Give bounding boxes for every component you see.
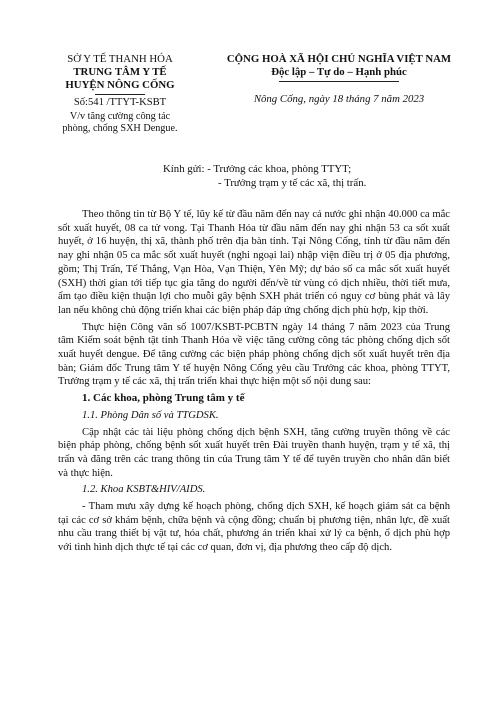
section-heading-1: 1. Các khoa, phòng Trung tâm y tế [82, 392, 245, 405]
document-date: Nông Cống, ngày 18 tháng 7 năm 2023 [253, 93, 425, 105]
agency-underline [95, 94, 145, 95]
motto-underline [279, 81, 399, 82]
national-motto: Độc lập – Tự do – Hạnh phúc [271, 66, 407, 78]
letter-body [58, 208, 450, 555]
paragraph-context: Theo thông tin từ Bộ Y tế, lũy kế từ đầu năm đến nay cả nước ghi nhận 40.000 ca mắc sốt xuất huyết, 08 ca tử vong. Tại Thanh Hóa từ đầu năm đến nay ghi nhận 53 ca sốt xuất huyết, ở 16 huyện, thị xã, thành phố trên địa bàn tỉnh. Tại Nông Cống, tính từ đầu năm đến nay ghi nhận 05 ca mắc sốt xuất huyết (nghi ngoại lai) nhập viện điều trị ở 05 địa phương, gồm; Thị Trấn, Tế Thắng, Vạn Hòa, Vạn Thiện, Yên Mỹ; dự báo số ca mắc sốt xuất huyết (SXH) thời gian tới tiếp tục gia tăng do người đến/về từ vùng có dịch nhiều, thời tiết mưa, ẩm tạo điều kiện thuận lợi cho muỗi gây bệnh SXH phát triển có nguy cơ bùng phát và lây lan nếu không chủ động triển khai các biện pháp đáp ứng chống dịch phù hợp, kịp thời. [58, 209, 450, 316]
recipient-line1: Kính gửi: - Trưởng các khoa, phòng TTYT; [163, 163, 352, 175]
paragraph-directive: Thực hiện Công văn số 1007/KSBT-PCBTN ngày 14 tháng 7 năm 2023 của Trung tâm Kiểm soát bệnh tật tỉnh Thanh Hóa về việc tăng cường công tác phòng chống dịch sốt xuất huyết dengue. Để tăng cường các biện pháp phòng chống dịch sốt xuất huyết trên địa bàn; Giám đốc Trung tâm Y tế huyện Nông Cống yêu cầu Trưởng các khoa, phòng TTYT, Trưởng trạm y tế các xã, thị trấn triển khai thực hiện một số nội dung sau: [58, 321, 450, 388]
document-subject-line1: V/v tăng cường công tác [69, 111, 171, 122]
recipient-line2: - Trưởng trạm y tế các xã, thị trấn. [218, 177, 367, 189]
subsection-heading-1-2: 1.2. Khoa KSBT&HIV/AIDS. [82, 484, 206, 496]
document-subject-line2: phòng, chống SXH Dengue. [62, 123, 178, 134]
paragraph-communication: Cập nhật các tài liệu phòng chống dịch bệnh SXH, tăng cường truyền thông về các biện pháp phòng, chống bệnh sốt xuất huyết trên Đài truyền thanh huyện, trạm y tế xã, thị trấn và đăng trên các trang thông tin của Trung tâm Y tế để tuyên truyền cho nhân dân biết và thực hiện. [58, 426, 450, 479]
agency-name: TRUNG TÂM Y TẾ [73, 66, 167, 78]
paragraph-planning: - Tham mưu xây dựng kế hoạch phòng, chống dịch SXH, kế hoạch giám sát ca bệnh tại các cơ sở khám bệnh, chữa bệnh và cộng đồng; chuẩn bị phương tiện, nhân lực, đề xuất nhu cầu trang thiết bị vật tư, hóa chất, phương án triển khai xử lý ca bệnh, ổ dịch phù hợp với tình hình dịch thực tế tại các cơ quan, đơn vị, địa phương theo cấp độ dịch. [58, 501, 450, 554]
agency-district: HUYỆN NÔNG CỐNG [65, 79, 175, 91]
document-number: Số:541 /TTYT-KSBT [73, 97, 167, 108]
subsection-heading-1-1: 1.1. Phòng Dân số và TTGDSK. [82, 409, 219, 421]
national-title: CỘNG HOÀ XÃ HỘI CHỦ NGHĨA VIỆT NAM [226, 53, 452, 65]
agency-parent: SỞ Y TẾ THANH HÓA [67, 53, 173, 65]
